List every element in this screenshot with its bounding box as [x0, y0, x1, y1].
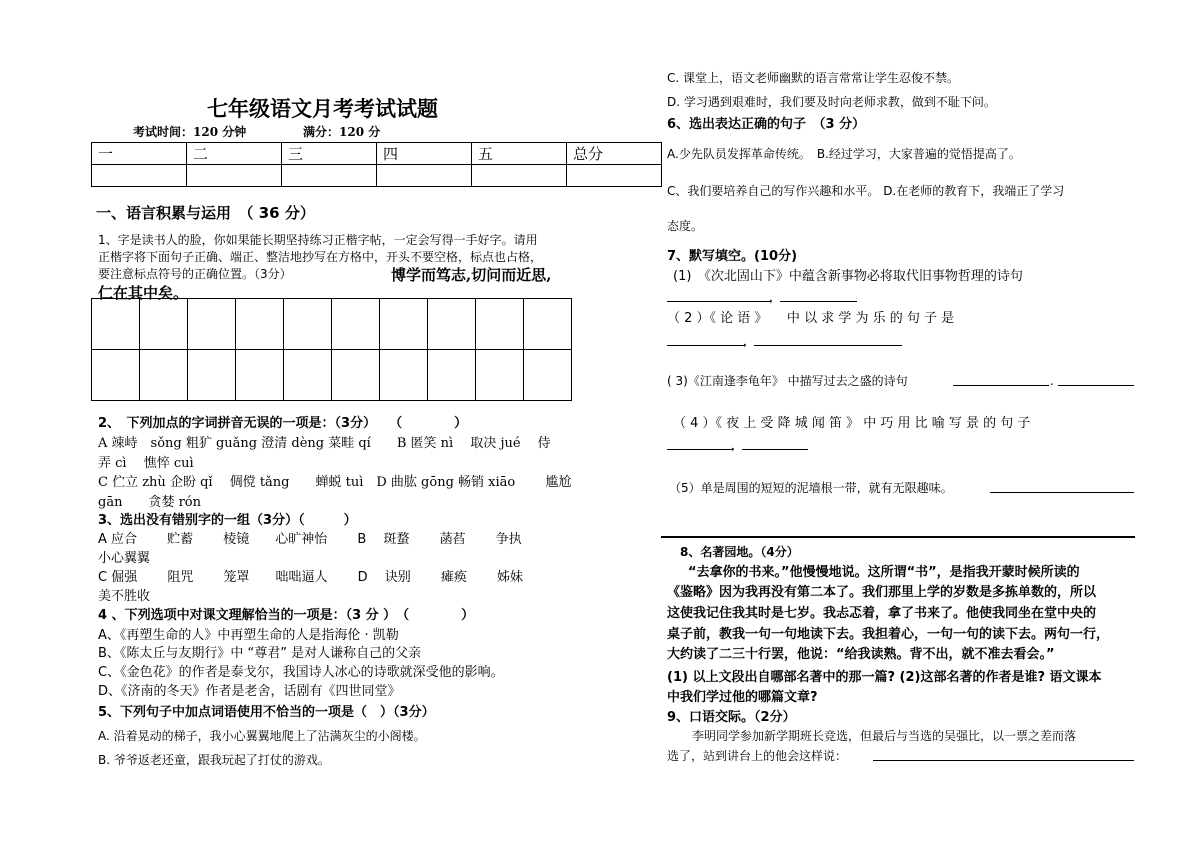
grid-cell[interactable]	[140, 350, 188, 401]
answer-blank[interactable]	[1058, 385, 1134, 386]
q3-option-line: 美不胜收	[98, 589, 151, 604]
answer-blank[interactable]	[667, 345, 745, 346]
q7-prompt: （ 4 ）《 夜 上 受 降 城 闻 笛 》 中 巧 用 比 喻 写 景 的 句 子	[673, 416, 1031, 431]
copy-grid	[91, 298, 572, 401]
grid-cell[interactable]	[188, 350, 236, 401]
score-header-cell: 五	[472, 143, 567, 165]
q7-prompt: （ 2 ）《 论 语 》 中 以 求 学 为 乐 的 句 子 是	[667, 311, 955, 326]
q8-passage-line: “去拿你的书来。”他慢慢地说。这所谓“书”，是指我开蒙时候所读的	[688, 565, 1080, 580]
grid-cell[interactable]	[428, 299, 476, 350]
grid-cell[interactable]	[476, 350, 524, 401]
q4-option: D、《济南的冬天》作者是老舍，话剧有《四世同堂》	[98, 684, 401, 699]
q5-option: C. 课堂上，语文老师幽默的语言常常让学生忍俊不禁。	[667, 71, 960, 85]
answer-blank[interactable]	[953, 385, 1049, 386]
q5-option: A. 沿着晃动的梯子，我小心翼翼地爬上了沾满灰尘的小阁楼。	[98, 729, 426, 743]
full-score: 满分：120 分	[303, 125, 381, 139]
exam-time: 考试时间：120 分钟	[133, 125, 247, 139]
q1-text: 正楷字将下面句子正确、端正、整洁地抄写在方格中，开头不要空格，标点也占格，	[98, 250, 543, 264]
q3-option-line: C 倔强 阻咒 笼罩 咄咄逼人 D 诀别 瘫痪 姊妹	[98, 570, 524, 585]
score-cell[interactable]	[187, 165, 282, 187]
grid-cell[interactable]	[332, 350, 380, 401]
grid-cell[interactable]	[428, 350, 476, 401]
grid-cell[interactable]	[524, 350, 572, 401]
q1-sentence: 博学而笃志,切问而近思,	[391, 266, 552, 284]
q1-sentence: 仁在其中矣。	[98, 284, 189, 302]
grid-cell[interactable]	[380, 350, 428, 401]
grid-cell[interactable]	[524, 299, 572, 350]
q7-stem: 7、默写填空。(10分)	[667, 249, 798, 264]
score-cell[interactable]	[567, 165, 662, 187]
q7-prompt: ( 3)《江南逢李龟年》 中描写过去之盛的诗句	[667, 374, 908, 388]
q2-option-line: A 竦峙 sǒng 粗犷 guǎng 澄清 dèng 菜畦 qí B 匿笑 nì 取决 jué 侍	[98, 436, 551, 451]
answer-blank[interactable]	[742, 449, 808, 450]
score-header-cell: 二	[187, 143, 282, 165]
q6-option-line: 态度。	[667, 219, 704, 233]
comma: ，	[743, 334, 756, 348]
q8-passage-line: 这使我记住我其时是七岁。我忐忑着，拿了书来了。他使我同坐在堂中央的	[667, 606, 1097, 621]
score-cell[interactable]	[282, 165, 377, 187]
grid-cell[interactable]	[476, 299, 524, 350]
period-mark: .	[1050, 374, 1054, 388]
q1-text: 1、字是读书人的脸，你如果能长期坚持练习正楷字帖，一定会写得一手好字。请用	[98, 233, 538, 247]
score-cell[interactable]	[377, 165, 472, 187]
grid-cell[interactable]	[236, 299, 284, 350]
score-header-cell: 四	[377, 143, 472, 165]
q2-option-line: C 伫立 zhù 企盼 qǐ 倜傥 tǎng 蝉蜕 tuì D 曲肱 gōng 畅销 xiāo 尴尬	[98, 475, 572, 490]
q3-stem: 3、选出没有错别字的一组（3分）（ ）	[98, 513, 357, 528]
q9-text: 选了，站到讲台上的他会这样说：	[667, 749, 848, 763]
page-title: 七年级语文月考考试试题	[207, 96, 438, 121]
score-cell[interactable]	[92, 165, 187, 187]
grid-cell[interactable]	[92, 350, 140, 401]
grid-cell[interactable]	[188, 299, 236, 350]
grid-cell[interactable]	[92, 299, 140, 350]
q8-stem: 8、名著园地。（4分）	[680, 545, 799, 559]
grid-cell[interactable]	[284, 299, 332, 350]
q8-question: 中我们学过他的哪篇文章?	[667, 690, 818, 705]
score-table-header-row	[92, 143, 662, 165]
grid-cell[interactable]	[380, 299, 428, 350]
comma: ，	[769, 290, 782, 304]
q3-option-line: A 应合 贮蓄 棱镜 心旷神怡 B 斑蝥 菡萏 争执	[98, 532, 522, 547]
answer-blank[interactable]	[754, 345, 902, 346]
q2-option-line: 弄 cì 憔悴 cuì	[98, 456, 194, 471]
q3-option-line: 小心翼翼	[98, 551, 151, 566]
grid-cell[interactable]	[140, 299, 188, 350]
answer-blank[interactable]	[990, 492, 1134, 493]
q4-option: C、《金色花》的作者是泰戈尔，我国诗人冰心的诗歌就深受他的影响。	[98, 665, 504, 680]
q5-stem: 5、下列句子中加点词语使用不恰当的一项是（ ）（3分）	[98, 705, 435, 720]
answer-blank[interactable]	[667, 449, 733, 450]
q9-text: 李明同学参加新学期班长竞选，但最后与当选的吴强比，以一票之差而落	[692, 729, 1077, 743]
score-header-cell: 总分	[567, 143, 662, 165]
section-heading: 一、语言积累与运用 （ 36 分）	[96, 204, 315, 222]
score-header-cell: 三	[282, 143, 377, 165]
comma: ，	[731, 438, 744, 452]
q7-prompt: （5）单是周围的短短的泥墙根一带，就有无限趣味。	[669, 481, 953, 495]
q2-stem: 2、 下列加点的字词拼音无误的一项是：（3分） （ ）	[98, 416, 468, 431]
score-table	[91, 142, 662, 187]
q9-stem: 9、口语交际。（2分）	[667, 710, 796, 725]
section-divider	[661, 536, 1135, 538]
q8-passage-line: 《鉴略》因为我再没有第二本了。我们那里上学的岁数是多拣单数的，所以	[667, 585, 1097, 600]
answer-blank[interactable]	[667, 301, 771, 302]
answer-blank[interactable]	[780, 301, 857, 302]
answer-blank[interactable]	[873, 760, 1134, 761]
score-cell[interactable]	[472, 165, 567, 187]
q4-option: A、《再塑生命的人》中再塑生命的人是指海伦 · 凯勒	[98, 628, 399, 643]
q8-question: (1) 以上文段出自哪部名著中的那一篇? (2)这部名著的作者是谁? 语文课本	[667, 670, 1102, 685]
q6-option-line: C、我们要培养自己的写作兴趣和水平。 D.在老师的教育下，我端正了学习	[667, 184, 1065, 198]
q6-option-line: A.少先队员发挥革命传统。 B.经过学习，大家普遍的觉悟提高了。	[667, 147, 1021, 161]
q5-option: D. 学习遇到艰难时，我们要及时向老师求教，做到不耻下问。	[667, 95, 996, 109]
q7-prompt: (1) 《次北固山下》中蕴含新事物必将取代旧事物哲理的诗句	[673, 269, 1023, 284]
q8-passage-line: 大约读了二三十行罢，他说：“给我读熟。背不出，就不准去看会。”	[667, 647, 1055, 662]
q5-option: B. 爷爷返老还童，跟我玩起了打仗的游戏。	[98, 753, 330, 767]
q4-stem: 4 、下列选项中对课文理解恰当的一项是：（3 分 ） （ ）	[98, 608, 475, 623]
score-table-value-row	[92, 165, 662, 187]
q1-text: 要注意标点符号的正确位置。（3分）	[98, 267, 292, 281]
q2-option-line: gān 贪婪 rón	[98, 495, 201, 510]
grid-cell[interactable]	[236, 350, 284, 401]
q4-option: B、《陈太丘与友期行》中 “尊君” 是对人谦称自己的父亲	[98, 646, 422, 661]
score-header-cell: 一	[92, 143, 187, 165]
grid-cell[interactable]	[284, 350, 332, 401]
q6-stem: 6、选出表达正确的句子 （3 分）	[667, 117, 866, 132]
grid-cell[interactable]	[332, 299, 380, 350]
q8-passage-line: 桌子前，教我一句一句地读下去。我担着心，一句一句的读下去。两句一行，	[667, 627, 1110, 642]
